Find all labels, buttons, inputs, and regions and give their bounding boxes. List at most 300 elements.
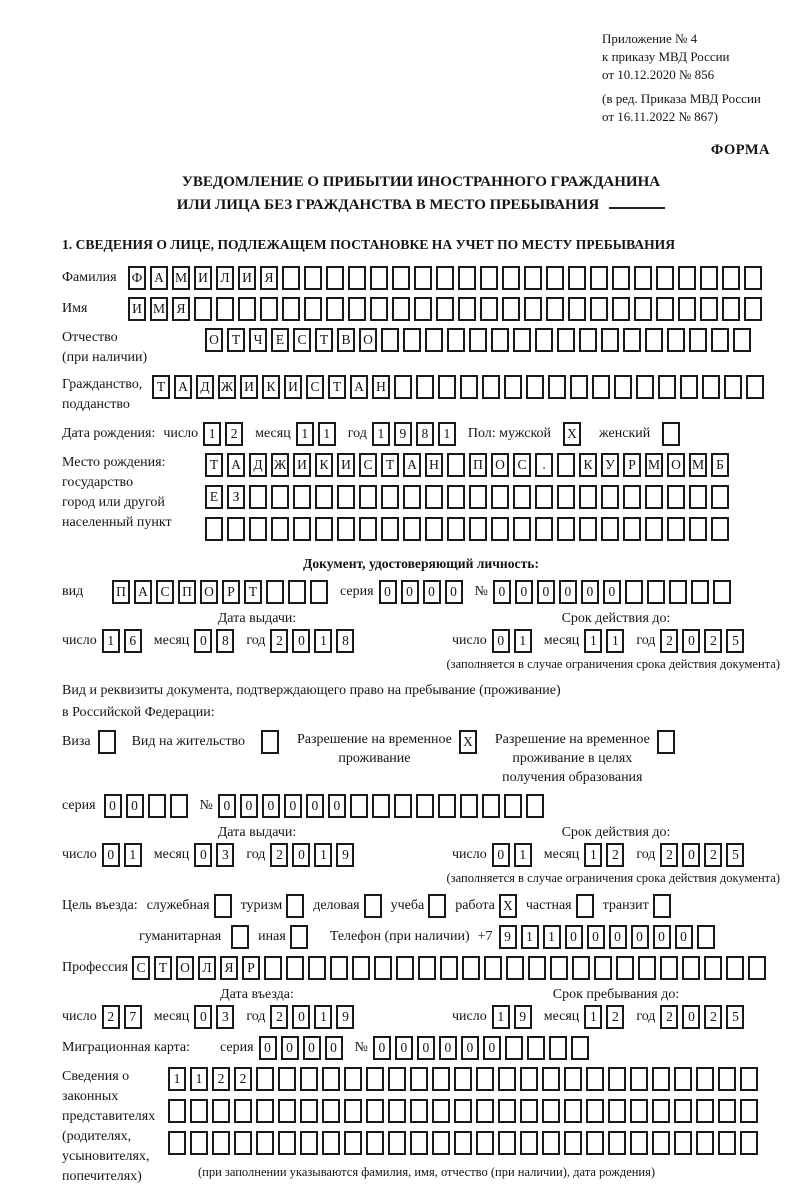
- phone-input[interactable]: [499, 925, 719, 949]
- char-box[interactable]: 2: [660, 843, 678, 867]
- char-box[interactable]: 1: [584, 843, 602, 867]
- char-box[interactable]: [689, 517, 707, 541]
- char-box[interactable]: З: [227, 485, 245, 509]
- char-box[interactable]: [704, 956, 722, 980]
- char-box[interactable]: И: [128, 297, 146, 321]
- residence-issue-month-input[interactable]: [194, 843, 238, 867]
- char-box[interactable]: [623, 517, 641, 541]
- char-box[interactable]: [527, 1036, 545, 1060]
- purpose-transit-checkbox[interactable]: [653, 894, 671, 918]
- char-box[interactable]: [608, 1131, 626, 1155]
- char-box[interactable]: 5: [726, 1005, 744, 1029]
- char-box[interactable]: [612, 266, 630, 290]
- char-box[interactable]: Д: [196, 375, 214, 399]
- char-box[interactable]: [674, 1067, 692, 1091]
- char-box[interactable]: М: [150, 297, 168, 321]
- char-box[interactable]: [542, 1099, 560, 1123]
- migration-number-input[interactable]: [373, 1036, 593, 1060]
- char-box[interactable]: И: [284, 375, 302, 399]
- char-box[interactable]: К: [579, 453, 597, 477]
- char-box[interactable]: Д: [249, 453, 267, 477]
- char-box[interactable]: [594, 956, 612, 980]
- char-box[interactable]: [498, 1131, 516, 1155]
- purpose-tourism-checkbox[interactable]: [286, 894, 304, 918]
- char-box[interactable]: 0: [461, 1036, 479, 1060]
- char-box[interactable]: 1: [543, 925, 561, 949]
- char-box[interactable]: 0: [537, 580, 555, 604]
- char-box[interactable]: [418, 956, 436, 980]
- char-box[interactable]: [645, 485, 663, 509]
- char-box[interactable]: [524, 266, 542, 290]
- char-box[interactable]: [722, 297, 740, 321]
- char-box[interactable]: [322, 1099, 340, 1123]
- char-box[interactable]: [634, 266, 652, 290]
- char-box[interactable]: .: [535, 453, 553, 477]
- identity-issue-month-input[interactable]: [194, 629, 238, 653]
- char-box[interactable]: [416, 375, 434, 399]
- char-box[interactable]: 0: [682, 843, 700, 867]
- char-box[interactable]: 0: [292, 843, 310, 867]
- char-box[interactable]: И: [337, 453, 355, 477]
- char-box[interactable]: 0: [284, 794, 302, 818]
- char-box[interactable]: [652, 1131, 670, 1155]
- char-box[interactable]: Ф: [128, 266, 146, 290]
- identity-valid-month-input[interactable]: [584, 629, 628, 653]
- char-box[interactable]: [304, 297, 322, 321]
- char-box[interactable]: Я: [220, 956, 238, 980]
- char-box[interactable]: [711, 328, 729, 352]
- char-box[interactable]: М: [172, 266, 190, 290]
- char-box[interactable]: [504, 375, 522, 399]
- char-box[interactable]: [568, 297, 586, 321]
- char-box[interactable]: [410, 1131, 428, 1155]
- char-box[interactable]: 0: [515, 580, 533, 604]
- char-box[interactable]: [480, 297, 498, 321]
- char-box[interactable]: [549, 1036, 567, 1060]
- char-box[interactable]: 0: [492, 843, 510, 867]
- char-box[interactable]: 1: [492, 1005, 510, 1029]
- char-box[interactable]: 0: [194, 629, 212, 653]
- char-box[interactable]: И: [194, 266, 212, 290]
- visa-checkbox[interactable]: [98, 730, 116, 754]
- char-box[interactable]: [148, 794, 166, 818]
- char-box[interactable]: [498, 1067, 516, 1091]
- char-box[interactable]: [733, 328, 751, 352]
- char-box[interactable]: 8: [416, 422, 434, 446]
- char-box[interactable]: 1: [318, 422, 336, 446]
- char-box[interactable]: 2: [704, 1005, 722, 1029]
- char-box[interactable]: С: [132, 956, 150, 980]
- char-box[interactable]: [711, 485, 729, 509]
- char-box[interactable]: [366, 1099, 384, 1123]
- char-box[interactable]: Н: [425, 453, 443, 477]
- char-box[interactable]: [616, 956, 634, 980]
- char-box[interactable]: [370, 297, 388, 321]
- char-box[interactable]: [542, 1067, 560, 1091]
- char-box[interactable]: [469, 517, 487, 541]
- identity-issue-day-input[interactable]: [102, 629, 146, 653]
- char-box[interactable]: [697, 925, 715, 949]
- char-box[interactable]: 1: [168, 1067, 186, 1091]
- char-box[interactable]: А: [403, 453, 421, 477]
- char-box[interactable]: [366, 1131, 384, 1155]
- char-box[interactable]: [216, 297, 234, 321]
- char-box[interactable]: [535, 328, 553, 352]
- char-box[interactable]: [740, 1099, 758, 1123]
- char-box[interactable]: [660, 956, 678, 980]
- char-box[interactable]: [696, 1067, 714, 1091]
- purpose-official-checkbox[interactable]: [214, 894, 232, 918]
- char-box[interactable]: 0: [306, 794, 324, 818]
- char-box[interactable]: [394, 794, 412, 818]
- char-box[interactable]: 0: [373, 1036, 391, 1060]
- char-box[interactable]: [194, 297, 212, 321]
- residence-series-input[interactable]: [104, 794, 192, 818]
- char-box[interactable]: [652, 1067, 670, 1091]
- char-box[interactable]: Т: [328, 375, 346, 399]
- char-box[interactable]: 3: [216, 1005, 234, 1029]
- char-box[interactable]: У: [601, 453, 619, 477]
- char-box[interactable]: 9: [514, 1005, 532, 1029]
- char-box[interactable]: [168, 1131, 186, 1155]
- char-box[interactable]: Е: [271, 328, 289, 352]
- char-box[interactable]: [630, 1099, 648, 1123]
- char-box[interactable]: [630, 1067, 648, 1091]
- char-box[interactable]: [322, 1067, 340, 1091]
- char-box[interactable]: [425, 517, 443, 541]
- char-box[interactable]: 0: [102, 843, 120, 867]
- char-box[interactable]: [205, 517, 223, 541]
- char-box[interactable]: [535, 485, 553, 509]
- identity-valid-day-input[interactable]: [492, 629, 536, 653]
- char-box[interactable]: [513, 517, 531, 541]
- char-box[interactable]: 1: [314, 843, 332, 867]
- residence-permit-checkbox[interactable]: [261, 730, 279, 754]
- char-box[interactable]: [656, 297, 674, 321]
- birth-place-input-row2[interactable]: [205, 485, 733, 509]
- char-box[interactable]: [528, 956, 546, 980]
- identity-doc-number-input[interactable]: [493, 580, 735, 604]
- purpose-work-checkbox[interactable]: X: [499, 894, 517, 918]
- char-box[interactable]: 1: [102, 629, 120, 653]
- char-box[interactable]: 0: [281, 1036, 299, 1060]
- char-box[interactable]: [388, 1099, 406, 1123]
- char-box[interactable]: [293, 485, 311, 509]
- char-box[interactable]: [526, 375, 544, 399]
- char-box[interactable]: [256, 1067, 274, 1091]
- char-box[interactable]: 0: [603, 580, 621, 604]
- char-box[interactable]: Ж: [218, 375, 236, 399]
- purpose-business-checkbox[interactable]: [364, 894, 382, 918]
- char-box[interactable]: [344, 1131, 362, 1155]
- char-box[interactable]: [414, 297, 432, 321]
- legal-reps-input-row2[interactable]: [168, 1099, 762, 1123]
- char-box[interactable]: [315, 517, 333, 541]
- char-box[interactable]: [416, 794, 434, 818]
- char-box[interactable]: [330, 956, 348, 980]
- char-box[interactable]: [447, 485, 465, 509]
- char-box[interactable]: 0: [559, 580, 577, 604]
- char-box[interactable]: [601, 485, 619, 509]
- char-box[interactable]: [476, 1099, 494, 1123]
- char-box[interactable]: И: [238, 266, 256, 290]
- char-box[interactable]: [744, 266, 762, 290]
- residence-valid-month-input[interactable]: [584, 843, 628, 867]
- char-box[interactable]: Я: [172, 297, 190, 321]
- char-box[interactable]: [491, 517, 509, 541]
- char-box[interactable]: Л: [198, 956, 216, 980]
- char-box[interactable]: [381, 517, 399, 541]
- char-box[interactable]: [550, 956, 568, 980]
- char-box[interactable]: Е: [205, 485, 223, 509]
- residence-issue-day-input[interactable]: [102, 843, 146, 867]
- char-box[interactable]: А: [134, 580, 152, 604]
- char-box[interactable]: [746, 375, 764, 399]
- char-box[interactable]: [564, 1131, 582, 1155]
- char-box[interactable]: [308, 956, 326, 980]
- identity-issue-year-input[interactable]: [270, 629, 358, 653]
- char-box[interactable]: 0: [395, 1036, 413, 1060]
- char-box[interactable]: [403, 328, 421, 352]
- char-box[interactable]: 8: [216, 629, 234, 653]
- char-box[interactable]: 2: [270, 843, 288, 867]
- char-box[interactable]: [718, 1099, 736, 1123]
- char-box[interactable]: [702, 375, 720, 399]
- char-box[interactable]: [348, 266, 366, 290]
- char-box[interactable]: [634, 297, 652, 321]
- char-box[interactable]: [505, 1036, 523, 1060]
- char-box[interactable]: [476, 1131, 494, 1155]
- char-box[interactable]: [564, 1099, 582, 1123]
- char-box[interactable]: 0: [328, 794, 346, 818]
- char-box[interactable]: [482, 375, 500, 399]
- char-box[interactable]: [711, 517, 729, 541]
- char-box[interactable]: [740, 1067, 758, 1091]
- char-box[interactable]: [260, 297, 278, 321]
- char-box[interactable]: А: [174, 375, 192, 399]
- char-box[interactable]: [458, 266, 476, 290]
- char-box[interactable]: [190, 1099, 208, 1123]
- char-box[interactable]: [271, 517, 289, 541]
- char-box[interactable]: [337, 485, 355, 509]
- char-box[interactable]: [590, 266, 608, 290]
- char-box[interactable]: 0: [194, 843, 212, 867]
- char-box[interactable]: Т: [152, 375, 170, 399]
- char-box[interactable]: П: [112, 580, 130, 604]
- char-box[interactable]: [326, 266, 344, 290]
- char-box[interactable]: [667, 328, 685, 352]
- char-box[interactable]: [410, 1067, 428, 1091]
- entry-day-input[interactable]: [102, 1005, 146, 1029]
- char-box[interactable]: 0: [423, 580, 441, 604]
- stay-year-input[interactable]: [660, 1005, 748, 1029]
- char-box[interactable]: [359, 517, 377, 541]
- char-box[interactable]: 2: [270, 1005, 288, 1029]
- char-box[interactable]: [491, 485, 509, 509]
- char-box[interactable]: Ж: [271, 453, 289, 477]
- char-box[interactable]: [484, 956, 502, 980]
- char-box[interactable]: 2: [270, 629, 288, 653]
- char-box[interactable]: [414, 266, 432, 290]
- char-box[interactable]: [212, 1131, 230, 1155]
- char-box[interactable]: 2: [704, 843, 722, 867]
- char-box[interactable]: Т: [244, 580, 262, 604]
- char-box[interactable]: 9: [336, 1005, 354, 1029]
- char-box[interactable]: Б: [711, 453, 729, 477]
- char-box[interactable]: 1: [521, 925, 539, 949]
- entry-month-input[interactable]: [194, 1005, 238, 1029]
- gender-male-checkbox[interactable]: X: [563, 422, 581, 446]
- char-box[interactable]: 7: [124, 1005, 142, 1029]
- char-box[interactable]: [718, 1131, 736, 1155]
- char-box[interactable]: [645, 328, 663, 352]
- char-box[interactable]: [447, 328, 465, 352]
- char-box[interactable]: Т: [381, 453, 399, 477]
- char-box[interactable]: [396, 956, 414, 980]
- char-box[interactable]: [638, 956, 656, 980]
- char-box[interactable]: 0: [609, 925, 627, 949]
- surname-input[interactable]: [128, 266, 766, 290]
- char-box[interactable]: М: [645, 453, 663, 477]
- char-box[interactable]: [381, 328, 399, 352]
- char-box[interactable]: 0: [104, 794, 122, 818]
- char-box[interactable]: [271, 485, 289, 509]
- name-input[interactable]: [128, 297, 766, 321]
- char-box[interactable]: [647, 580, 665, 604]
- char-box[interactable]: [359, 485, 377, 509]
- char-box[interactable]: [586, 1131, 604, 1155]
- char-box[interactable]: О: [200, 580, 218, 604]
- char-box[interactable]: [502, 297, 520, 321]
- char-box[interactable]: [469, 485, 487, 509]
- char-box[interactable]: [623, 485, 641, 509]
- char-box[interactable]: 1: [606, 629, 624, 653]
- char-box[interactable]: [678, 297, 696, 321]
- char-box[interactable]: [612, 297, 630, 321]
- char-box[interactable]: Р: [623, 453, 641, 477]
- char-box[interactable]: [557, 485, 575, 509]
- char-box[interactable]: 0: [675, 925, 693, 949]
- char-box[interactable]: 0: [631, 925, 649, 949]
- char-box[interactable]: К: [262, 375, 280, 399]
- char-box[interactable]: [678, 266, 696, 290]
- char-box[interactable]: [696, 1099, 714, 1123]
- char-box[interactable]: [249, 485, 267, 509]
- char-box[interactable]: [571, 1036, 589, 1060]
- char-box[interactable]: А: [227, 453, 245, 477]
- char-box[interactable]: 0: [587, 925, 605, 949]
- purpose-private-checkbox[interactable]: [576, 894, 594, 918]
- char-box[interactable]: [288, 580, 306, 604]
- temp-residence-edu-checkbox[interactable]: [657, 730, 675, 754]
- char-box[interactable]: [282, 297, 300, 321]
- char-box[interactable]: [264, 956, 282, 980]
- char-box[interactable]: [520, 1099, 538, 1123]
- char-box[interactable]: [266, 580, 284, 604]
- char-box[interactable]: [350, 794, 368, 818]
- char-box[interactable]: [388, 1067, 406, 1091]
- char-box[interactable]: [348, 297, 366, 321]
- char-box[interactable]: [608, 1067, 626, 1091]
- birth-day-input[interactable]: [203, 422, 247, 446]
- char-box[interactable]: 0: [581, 580, 599, 604]
- char-box[interactable]: [630, 1131, 648, 1155]
- char-box[interactable]: [601, 517, 619, 541]
- char-box[interactable]: [392, 297, 410, 321]
- birth-month-input[interactable]: [296, 422, 340, 446]
- char-box[interactable]: [425, 485, 443, 509]
- char-box[interactable]: [608, 1099, 626, 1123]
- char-box[interactable]: [748, 956, 766, 980]
- char-box[interactable]: [170, 794, 188, 818]
- patronymic-input[interactable]: [205, 328, 755, 352]
- char-box[interactable]: [322, 1131, 340, 1155]
- char-box[interactable]: [315, 485, 333, 509]
- char-box[interactable]: Т: [205, 453, 223, 477]
- char-box[interactable]: [438, 375, 456, 399]
- char-box[interactable]: Т: [227, 328, 245, 352]
- char-box[interactable]: 8: [336, 629, 354, 653]
- char-box[interactable]: 1: [124, 843, 142, 867]
- char-box[interactable]: 6: [124, 629, 142, 653]
- char-box[interactable]: [590, 297, 608, 321]
- char-box[interactable]: 5: [726, 629, 744, 653]
- legal-reps-input-row1[interactable]: [168, 1067, 762, 1091]
- char-box[interactable]: 1: [438, 422, 456, 446]
- residence-valid-year-input[interactable]: [660, 843, 748, 867]
- char-box[interactable]: [548, 375, 566, 399]
- char-box[interactable]: 2: [212, 1067, 230, 1091]
- char-box[interactable]: 0: [194, 1005, 212, 1029]
- birth-place-input-row1[interactable]: [205, 453, 733, 477]
- stay-day-input[interactable]: [492, 1005, 536, 1029]
- char-box[interactable]: [586, 1067, 604, 1091]
- char-box[interactable]: 3: [216, 843, 234, 867]
- char-box[interactable]: [740, 1131, 758, 1155]
- char-box[interactable]: [432, 1131, 450, 1155]
- char-box[interactable]: [579, 517, 597, 541]
- char-box[interactable]: [542, 1131, 560, 1155]
- char-box[interactable]: [700, 297, 718, 321]
- char-box[interactable]: [234, 1099, 252, 1123]
- char-box[interactable]: [227, 517, 245, 541]
- char-box[interactable]: [680, 375, 698, 399]
- char-box[interactable]: [689, 328, 707, 352]
- char-box[interactable]: [713, 580, 731, 604]
- char-box[interactable]: [614, 375, 632, 399]
- char-box[interactable]: Н: [372, 375, 390, 399]
- char-box[interactable]: [586, 1099, 604, 1123]
- char-box[interactable]: 0: [493, 580, 511, 604]
- char-box[interactable]: [469, 328, 487, 352]
- char-box[interactable]: [652, 1099, 670, 1123]
- char-box[interactable]: [513, 328, 531, 352]
- char-box[interactable]: [212, 1099, 230, 1123]
- birth-place-input-row3[interactable]: [205, 517, 733, 541]
- char-box[interactable]: [440, 956, 458, 980]
- char-box[interactable]: [689, 485, 707, 509]
- char-box[interactable]: [352, 956, 370, 980]
- char-box[interactable]: [568, 266, 586, 290]
- char-box[interactable]: Р: [222, 580, 240, 604]
- char-box[interactable]: 1: [203, 422, 221, 446]
- char-box[interactable]: [623, 328, 641, 352]
- char-box[interactable]: [403, 517, 421, 541]
- char-box[interactable]: 0: [240, 794, 258, 818]
- char-box[interactable]: А: [150, 266, 168, 290]
- char-box[interactable]: 1: [372, 422, 390, 446]
- char-box[interactable]: Т: [315, 328, 333, 352]
